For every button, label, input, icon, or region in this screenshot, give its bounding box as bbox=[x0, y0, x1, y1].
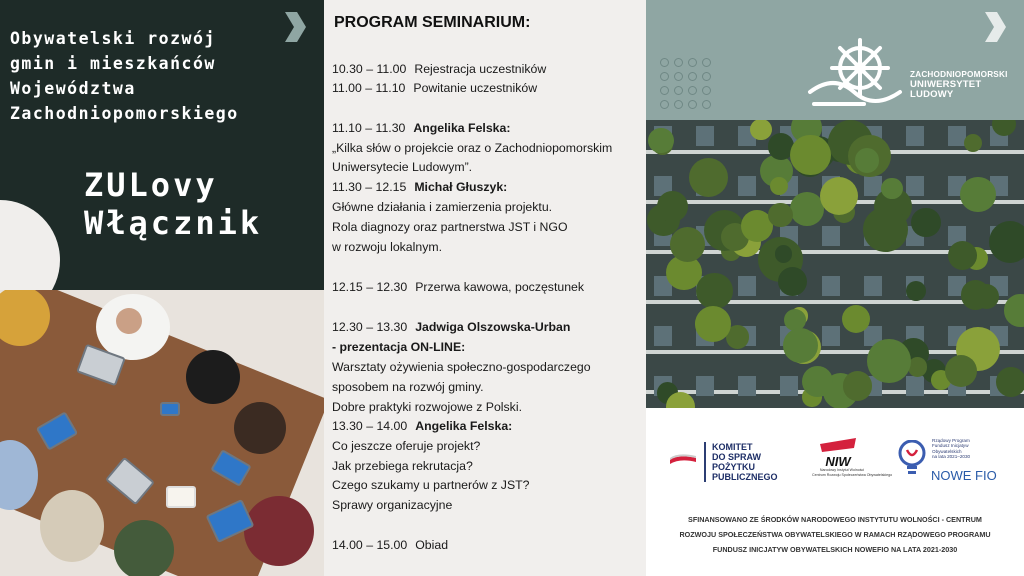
program-line bbox=[332, 360, 591, 374]
program-time: 14.00 – 15.00 bbox=[332, 538, 408, 552]
program-speaker: Angelika Felska: bbox=[415, 419, 513, 433]
program-line bbox=[332, 439, 480, 453]
tree-shape bbox=[996, 367, 1024, 397]
person-shape bbox=[234, 402, 286, 454]
program-text: Czego szukamy u partnerów z JST? bbox=[332, 478, 530, 492]
program-speaker: Jadwiga Olszowska-Urban bbox=[415, 320, 571, 334]
phone-shape bbox=[160, 402, 180, 416]
polish-flag-icon bbox=[670, 454, 696, 468]
program-line bbox=[332, 240, 442, 254]
nowe-fio-title: NOWE FIO bbox=[931, 468, 997, 483]
brand-line: Włącznik bbox=[84, 204, 263, 242]
program-line bbox=[332, 380, 484, 394]
program-text: Przerwa kawowa, poczęstunek bbox=[415, 280, 585, 294]
fio-program-text: Rządowy Program Fundusz Inicjatyw Obywatelskich na lata 2021–2030 bbox=[932, 438, 971, 460]
program-time: 12.15 – 12.30 bbox=[332, 280, 408, 294]
program-text: w rozwoju lokalnym. bbox=[332, 240, 443, 254]
window-shape bbox=[906, 376, 924, 396]
tree-shape bbox=[790, 135, 830, 175]
tree-shape bbox=[670, 227, 705, 262]
program-line bbox=[332, 498, 452, 512]
program-time: 11.00 – 11.10 bbox=[332, 81, 406, 95]
program-heading: PROGRAM SEMINARIUM: bbox=[334, 14, 531, 31]
program-time: 10.30 – 11.00 bbox=[332, 62, 407, 76]
tree-shape bbox=[778, 267, 807, 296]
logo-banner bbox=[646, 0, 1024, 120]
title-line: Województwa bbox=[10, 79, 136, 98]
program-text: Rejestracja uczestników bbox=[414, 62, 547, 76]
green-building-photo bbox=[646, 120, 1024, 408]
program-line bbox=[332, 459, 473, 473]
tree-shape bbox=[1004, 294, 1024, 326]
tree-shape bbox=[881, 178, 903, 200]
window-shape bbox=[822, 276, 840, 296]
program-line bbox=[332, 200, 552, 214]
program-time: 11.30 – 12.15 bbox=[332, 180, 407, 194]
program-speaker: Angelika Felska: bbox=[413, 121, 511, 135]
tree-shape bbox=[911, 208, 941, 238]
right-panel bbox=[646, 0, 1024, 576]
tree-shape bbox=[770, 177, 788, 195]
program-line bbox=[332, 180, 507, 194]
window-shape bbox=[906, 126, 924, 146]
program-text: Jak przebiega rekrutacja? bbox=[332, 459, 473, 473]
tree-shape bbox=[945, 355, 977, 387]
program-text: Dobre praktyki rozwojowe z Polski. bbox=[332, 400, 522, 414]
tree-shape bbox=[863, 207, 908, 252]
window-shape bbox=[696, 376, 714, 396]
program-text: Rola diagnozy oraz partnerstwa JST i NGO bbox=[332, 220, 568, 234]
tree-shape bbox=[855, 148, 879, 172]
window-shape bbox=[738, 376, 756, 396]
tree-shape bbox=[790, 192, 824, 226]
window-shape bbox=[864, 276, 882, 296]
tree-shape bbox=[906, 281, 926, 301]
program-line bbox=[332, 340, 465, 354]
tree-shape bbox=[768, 203, 792, 227]
program-text: Co jeszcze oferuje projekt? bbox=[332, 439, 481, 453]
program-text: Sprawy organizacyjne bbox=[332, 498, 453, 512]
chevron-right-icon bbox=[982, 12, 1006, 42]
program-time: 11.10 – 11.30 bbox=[332, 121, 406, 135]
komitet-logo-text: KOMITET DO SPRAW POŻYTKU PUBLICZNEGO bbox=[704, 442, 778, 482]
tree-shape bbox=[843, 371, 873, 401]
university-logo-text: ZACHODNIOPOMORSKI UNIWERSYTET LUDOWY bbox=[910, 70, 1008, 100]
lightbulb-icon bbox=[898, 440, 926, 476]
tree-shape bbox=[657, 191, 688, 222]
person-shape bbox=[114, 520, 174, 576]
tree-shape bbox=[989, 221, 1024, 264]
program-line bbox=[332, 141, 612, 155]
left-panel bbox=[0, 0, 324, 576]
program-text: Uniwersytecie Ludowym”. bbox=[332, 160, 473, 174]
tree-shape bbox=[696, 273, 732, 309]
program-line bbox=[332, 320, 570, 334]
program-line bbox=[332, 478, 530, 492]
tree-shape bbox=[775, 245, 793, 263]
window-shape bbox=[822, 226, 840, 246]
program-line bbox=[332, 121, 510, 135]
window-shape bbox=[822, 326, 840, 346]
tree-shape bbox=[689, 158, 729, 198]
title-line: Obywatelski rozwój bbox=[10, 29, 216, 48]
program-time: 13.30 – 14.00 bbox=[332, 419, 408, 433]
program-line bbox=[332, 160, 472, 174]
program-speaker: - prezentacja ON-LINE: bbox=[332, 340, 466, 354]
person-shape bbox=[116, 308, 142, 334]
person-shape bbox=[186, 350, 240, 404]
sponsors-area bbox=[646, 408, 1024, 576]
program-line bbox=[332, 220, 568, 234]
program-line bbox=[332, 280, 584, 294]
program-text: sposobem na rozwój gminy. bbox=[332, 380, 484, 394]
person-shape bbox=[244, 496, 314, 566]
niw-caption: Narodowy Instytut Wolności Centrum Rozwoju Społeczeństwa Obywatelskiego bbox=[812, 468, 893, 477]
program-line bbox=[332, 400, 522, 414]
funding-statement: SFINANSOWANO ZE ŚRODKÓW NARODOWEGO INSTYTUTU WOLNOŚCI - CENTRUM ROZWOJU SPOŁECZEŃSTWA OBYWATELSKIEGO W RAMACH RZĄDOWEGO PROGRAMU FUNDUSZ INICJATYW OBYWATELSKICH NOWEFIO NA LATA 2021-2030 bbox=[679, 515, 991, 554]
notebook-shape bbox=[166, 486, 196, 508]
project-name bbox=[84, 166, 262, 242]
window-shape bbox=[696, 126, 714, 146]
program-text: Powitanie uczestników bbox=[413, 81, 538, 95]
meeting-photo bbox=[0, 290, 324, 576]
tree-shape bbox=[960, 177, 996, 213]
tree-shape bbox=[820, 177, 858, 215]
program-line bbox=[332, 62, 546, 76]
niw-logo-icon bbox=[812, 438, 864, 486]
program-text: Warsztaty ożywienia społeczno-gospodarczego bbox=[332, 360, 591, 374]
program-line bbox=[332, 538, 448, 552]
window-shape bbox=[738, 176, 756, 196]
tree-shape bbox=[974, 284, 999, 309]
program-speaker: Michał Głuszyk: bbox=[414, 180, 508, 194]
window-shape bbox=[780, 376, 798, 396]
title-line: Zachodniopomorskiego bbox=[10, 104, 239, 123]
window-shape bbox=[738, 276, 756, 296]
title-line: gmin i mieszkańców bbox=[10, 54, 216, 73]
program-text: „Kilka słów o projekcie oraz o Zachodniopomorskim bbox=[332, 141, 613, 155]
tree-shape bbox=[695, 306, 731, 342]
tree-shape bbox=[867, 339, 911, 383]
svg-text:NIW: NIW bbox=[825, 454, 851, 469]
ship-wheel-logo-icon bbox=[804, 34, 904, 110]
program-line bbox=[332, 81, 537, 95]
program-panel bbox=[324, 0, 646, 576]
program-text: Obiad bbox=[415, 538, 449, 552]
person-shape bbox=[40, 490, 104, 562]
window-shape bbox=[654, 326, 672, 346]
brand-line: ZULovy bbox=[84, 166, 218, 204]
program-text: Główne działania i zamierzenia projektu. bbox=[332, 200, 553, 214]
program-time: 12.30 – 13.30 bbox=[332, 320, 408, 334]
event-title bbox=[10, 26, 310, 126]
program-line bbox=[332, 419, 512, 433]
tree-shape bbox=[666, 392, 695, 408]
tree-shape bbox=[750, 120, 772, 140]
tree-shape bbox=[948, 241, 977, 270]
window-shape bbox=[906, 176, 924, 196]
